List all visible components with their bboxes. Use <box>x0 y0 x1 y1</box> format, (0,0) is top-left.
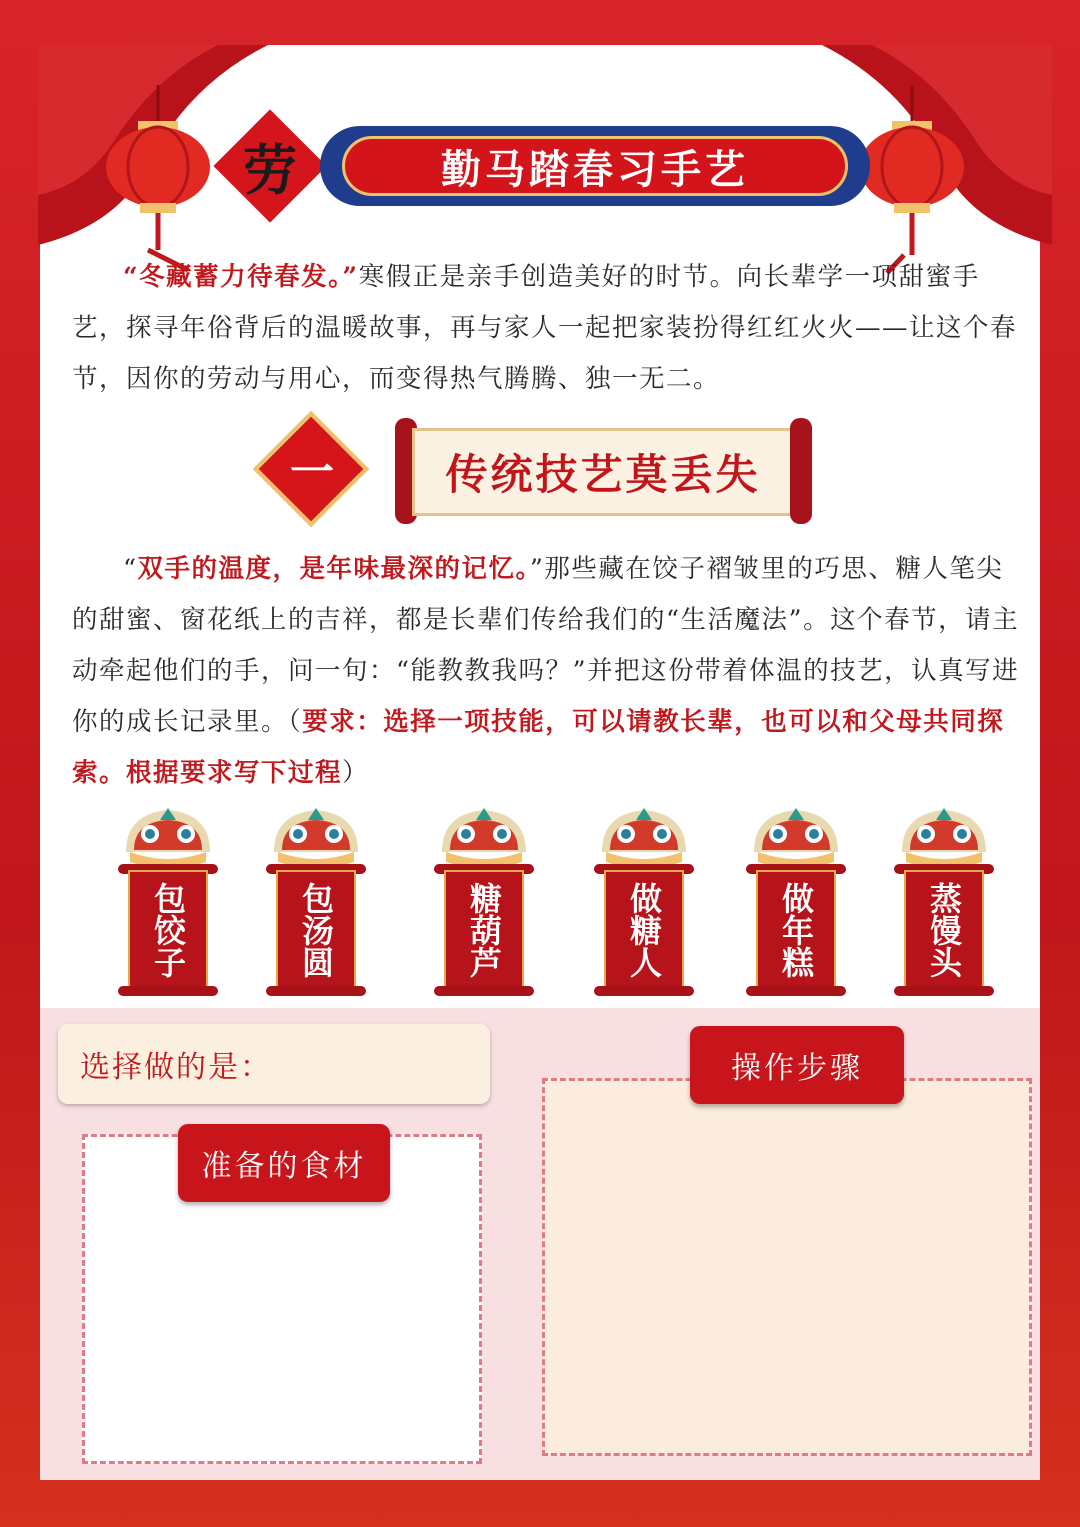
skill-scroll-4 <box>746 800 846 1000</box>
lion-head-icon <box>268 800 364 870</box>
skill-label: 蒸馒头 <box>925 882 963 978</box>
skill-options <box>0 800 1080 1000</box>
skill-scroll-5 <box>894 800 994 1000</box>
ingredients-label: 准备的食材 <box>178 1124 390 1202</box>
steps-writing-area[interactable] <box>542 1078 1032 1456</box>
skill-scroll-2 <box>434 800 534 1000</box>
intro-paragraph <box>72 252 1022 405</box>
skill-scroll-1 <box>266 800 366 1000</box>
lion-head-icon <box>436 800 532 870</box>
lion-head-icon <box>896 800 992 870</box>
steps-label: 操作步骤 <box>690 1026 904 1104</box>
scroll-rod <box>118 986 218 996</box>
scroll-rod <box>594 986 694 996</box>
lion-head-icon <box>748 800 844 870</box>
section-requirement: 要求：选择一项技能，可以请教长辈，也可以和父母共同探索。根据要求写下过程 <box>72 707 1005 788</box>
skill-scroll-0 <box>118 800 218 1000</box>
lion-head-icon <box>120 800 216 870</box>
section-number: 一 <box>290 447 334 498</box>
page-title: 勤马踏春习手艺 <box>441 145 749 193</box>
section-paragraph <box>72 544 1022 799</box>
skill-label: 糖葫芦 <box>465 882 503 978</box>
scroll-rod <box>894 986 994 996</box>
badge-char: 劳 <box>243 137 297 202</box>
section-text: ”那些藏在饺子褶皱里的巧思、糖人笔尖的甜蜜、窗花纸上的吉祥，都是长辈们传给我们的“生活魔法”。这个春节，请主动牵起他们的手，问一句：“能教教我吗？”并把这份带着体温的技艺，认真写进你的成长记录里。（ <box>72 554 1020 737</box>
skill-label: 做糖人 <box>625 882 663 978</box>
skill-label: 包汤圆 <box>297 882 335 978</box>
intro-text: 寒假正是亲手创造美好的时节。向长辈学一项甜蜜手艺，探寻年俗背后的温暖故事，再与家人一起把家装扮得红红火火——让这个春节，因你的劳动与用心，而变得热气腾腾、独一无二。 <box>72 262 1018 394</box>
lion-head-icon <box>596 800 692 870</box>
choice-label: 选择做的是： <box>80 1050 272 1085</box>
intro-quote: “冬藏蓄力待春发。” <box>123 262 359 292</box>
skill-scroll-3 <box>594 800 694 1000</box>
scroll-rod <box>434 986 534 996</box>
section-close: ） <box>342 758 370 788</box>
section-open-quote: “ <box>123 554 138 584</box>
section-title: 传统技艺莫丢失 <box>445 450 761 499</box>
scroll-rod <box>746 986 846 996</box>
section-quote: 双手的温度，是年味最深的记忆。 <box>137 554 530 584</box>
skill-label: 包饺子 <box>149 882 187 978</box>
skill-label: 做年糕 <box>777 882 815 978</box>
scroll-rod <box>266 986 366 996</box>
